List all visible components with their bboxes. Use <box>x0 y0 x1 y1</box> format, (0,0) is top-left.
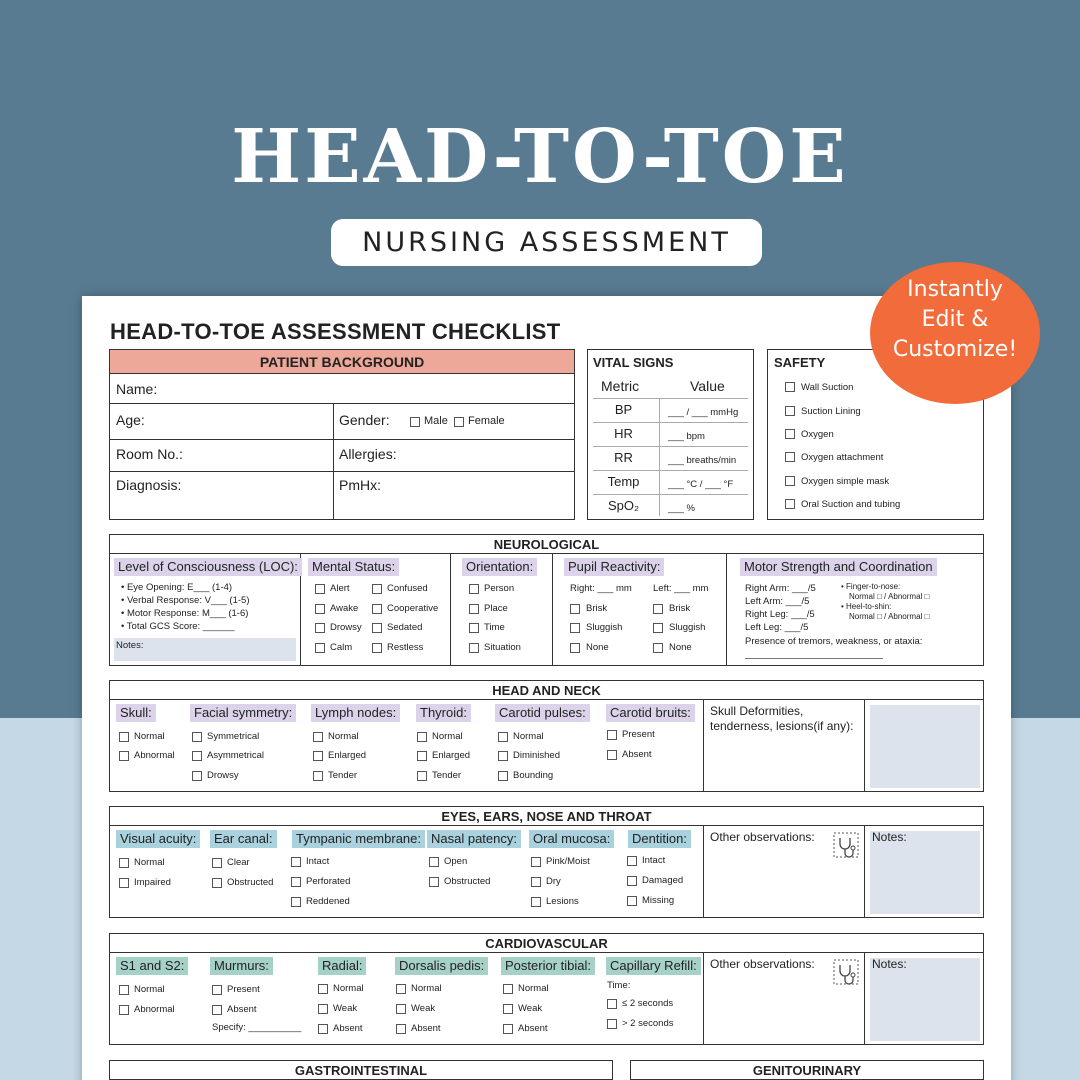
oral-option: Dry <box>546 876 561 887</box>
eent-header: EYES, EARS, NOSE AND THROAT <box>110 807 983 826</box>
visual-option: Normal <box>134 857 165 868</box>
vital-signs-section <box>587 349 754 520</box>
s1-s2-label: S1 and S2: <box>116 957 188 975</box>
mental-checkbox[interactable] <box>315 584 325 594</box>
dorsalis-option: Weak <box>411 1003 436 1014</box>
capillary-refill-label: Capillary Refill: <box>606 957 701 975</box>
capillary-checkbox[interactable] <box>607 999 617 1009</box>
safety-item: Oxygen simple mask <box>801 476 890 487</box>
badge-line: Instantly <box>907 277 1003 302</box>
loc-item: • Verbal Response: V___ (1-5) <box>121 595 250 606</box>
dentition-option: Intact <box>642 855 666 866</box>
genitourinary-section <box>630 1060 984 1080</box>
motor-field[interactable]: Left Arm: ___/5 <box>745 596 810 607</box>
vital-value[interactable]: ___ % <box>668 503 695 514</box>
dentition-option: Missing <box>642 895 675 906</box>
safety-item: Suction Lining <box>801 406 861 417</box>
dentition-checkbox[interactable] <box>627 876 637 886</box>
tremors-field[interactable] <box>745 658 883 659</box>
head-and-neck-section <box>109 680 984 792</box>
radial-label: Radial: <box>318 957 366 975</box>
mental-status-label: Mental Status: <box>308 558 399 576</box>
safety-item: Oxygen <box>801 429 834 440</box>
badge-line: Customize! <box>892 337 1018 362</box>
carotid-bruit-option: Absent <box>622 749 652 760</box>
hero-subtitle: NURSING ASSESSMENT <box>331 219 762 266</box>
cardiovascular-header: CARDIOVASCULAR <box>110 934 983 953</box>
ear-checkbox[interactable] <box>212 858 222 868</box>
skull-option: Abnormal <box>134 750 175 761</box>
lymph-checkbox[interactable] <box>313 771 323 781</box>
ear-checkbox[interactable] <box>212 878 222 888</box>
murmur-option: Present <box>227 984 260 995</box>
oral-option: Lesions <box>546 896 579 907</box>
head-and-neck-header: HEAD AND NECK <box>110 681 983 700</box>
capillary-option: > 2 seconds <box>622 1018 674 1029</box>
lymph-option: Tender <box>328 770 358 781</box>
murmurs-label: Murmurs: <box>210 957 273 975</box>
skull-checkbox[interactable] <box>119 751 129 761</box>
tympanic-checkbox[interactable] <box>291 877 301 887</box>
safety-checkbox[interactable] <box>785 382 795 392</box>
pupil-option: Brisk <box>586 603 608 614</box>
vital-value[interactable]: ___ °C / ___ °F <box>668 479 734 490</box>
dorsalis-option: Absent <box>411 1023 441 1034</box>
tympanic-checkbox[interactable] <box>291 857 301 867</box>
dorsalis-pedis-label: Dorsalis pedis: <box>395 957 488 975</box>
male-checkbox[interactable] <box>410 417 420 427</box>
safety-checkbox[interactable] <box>785 476 795 486</box>
facial-option: Asymmetrical <box>207 750 265 761</box>
allergies-field[interactable]: Allergies: <box>339 446 397 462</box>
tibial-checkbox[interactable] <box>503 984 513 994</box>
assessment-sheet <box>82 296 1011 1080</box>
orientation-checkbox[interactable] <box>469 604 479 614</box>
orientation-checkbox[interactable] <box>469 643 479 653</box>
thyroid-label: Thyroid: <box>416 704 471 722</box>
pupil-checkbox[interactable] <box>570 604 580 614</box>
stethoscope-icon <box>832 831 860 859</box>
tympanic-option: Reddened <box>306 896 350 907</box>
eent-other-observations-label: Other observations: <box>710 830 815 844</box>
carotid-pulse-checkbox[interactable] <box>498 751 508 761</box>
lymph-checkbox[interactable] <box>313 751 323 761</box>
ear-canal-label: Ear canal: <box>210 830 277 848</box>
pupil-right-field[interactable]: Right: ___ mm <box>570 583 632 594</box>
orientation-option: Place <box>484 603 508 614</box>
orientation-checkbox[interactable] <box>469 623 479 633</box>
skull-label: Skull: <box>116 704 156 722</box>
skull-option: Normal <box>134 731 165 742</box>
carotid-bruit-option: Present <box>622 729 655 740</box>
facial-symmetry-label: Facial symmetry: <box>190 704 296 722</box>
safety-checkbox[interactable] <box>785 499 795 509</box>
female-checkbox[interactable] <box>454 417 464 427</box>
dorsalis-checkbox[interactable] <box>396 984 406 994</box>
oral-mucosa-label: Oral mucosa: <box>529 830 614 848</box>
visual-option: Impaired <box>134 877 171 888</box>
carotid-pulse-checkbox[interactable] <box>498 732 508 742</box>
safety-item: Oxygen attachment <box>801 452 884 463</box>
mental-option: Calm <box>330 642 353 653</box>
tibial-checkbox[interactable] <box>503 1004 513 1014</box>
motor-strength-label: Motor Strength and Coordination <box>740 558 937 576</box>
pupil-option: None <box>669 642 692 653</box>
tympanic-membrane-label: Tympanic membrane: <box>292 830 425 848</box>
safety-header: SAFETY <box>774 355 826 370</box>
visual-acuity-label: Visual acuity: <box>116 830 200 848</box>
heel-to-shin-options[interactable]: Normal □ / Abnormal □ <box>849 612 930 621</box>
cardio-notes-label: Notes: <box>872 957 907 971</box>
tibial-checkbox[interactable] <box>503 1024 513 1034</box>
eent-notes-label: Notes: <box>872 830 907 844</box>
mental-option: Awake <box>330 603 359 614</box>
finger-to-nose-options[interactable]: Normal □ / Abnormal □ <box>849 592 930 601</box>
headneck-notes-field[interactable] <box>870 705 980 788</box>
safety-checkbox[interactable] <box>785 452 795 462</box>
finger-to-nose-label: Finger-to-nose: <box>846 582 901 591</box>
loc-item: • Motor Response: M___ (1-6) <box>121 608 249 619</box>
posterior-tibial-label: Posterior tibial: <box>501 957 595 975</box>
hero-title: HEAD-TO-TOE <box>231 114 849 200</box>
motor-field[interactable]: Right Arm: ___/5 <box>745 583 816 594</box>
skull-checkbox[interactable] <box>119 732 129 742</box>
gastrointestinal-section <box>109 1060 613 1080</box>
mental-option: Drowsy <box>330 622 362 633</box>
female-label: Female <box>468 415 505 427</box>
mental-checkbox[interactable] <box>315 623 325 633</box>
diagnosis-field[interactable]: Diagnosis: <box>116 477 182 493</box>
vital-signs-header: VITAL SIGNS <box>593 355 674 370</box>
pupil-option: Sluggish <box>669 622 706 633</box>
motor-field[interactable]: Left Leg: ___/5 <box>745 622 809 633</box>
dentition-label: Dentition: <box>628 830 691 848</box>
nasal-patency-label: Nasal patency: <box>427 830 521 848</box>
radial-checkbox[interactable] <box>318 984 328 994</box>
cardiovascular-section <box>109 933 984 1045</box>
thyroid-option: Tender <box>432 770 462 781</box>
vital-metric: Temp <box>607 474 640 489</box>
dentition-checkbox[interactable] <box>627 896 637 906</box>
oral-option: Pink/Moist <box>546 856 590 867</box>
mental-checkbox[interactable] <box>372 584 382 594</box>
ear-option: Clear <box>227 857 250 868</box>
carotid-pulse-option: Diminished <box>513 750 560 761</box>
carotid-bruit-checkbox[interactable] <box>607 750 617 760</box>
ear-option: Obstructed <box>227 877 274 888</box>
radial-checkbox[interactable] <box>318 1024 328 1034</box>
facial-option: Symmetrical <box>207 731 260 742</box>
visual-checkbox[interactable] <box>119 878 129 888</box>
heel-to-shin-label: Heel-to-shin: <box>846 602 892 611</box>
dentition-checkbox[interactable] <box>627 856 637 866</box>
vital-value[interactable]: ___ / ___ mmHg <box>668 407 739 418</box>
gastrointestinal-header: GASTROINTESTINAL <box>110 1061 612 1080</box>
carotid-pulses-label: Carotid pulses: <box>495 704 590 722</box>
nasal-checkbox[interactable] <box>429 857 439 867</box>
murmur-specify-field[interactable]: Specify: __________ <box>212 1022 302 1033</box>
mental-option: Restless <box>387 642 424 653</box>
safety-checkbox[interactable] <box>785 429 795 439</box>
thyroid-option: Enlarged <box>432 750 471 761</box>
dorsalis-checkbox[interactable] <box>396 1024 406 1034</box>
sheet-title: HEAD-TO-TOE ASSESSMENT CHECKLIST <box>110 319 561 344</box>
dorsalis-checkbox[interactable] <box>396 1004 406 1014</box>
facial-checkbox[interactable] <box>192 751 202 761</box>
carotid-pulse-option: Normal <box>513 731 544 742</box>
value-column-header: Value <box>690 378 725 394</box>
customize-badge <box>870 262 1040 404</box>
orientation-option: Situation <box>484 642 521 653</box>
vital-metric: BP <box>614 402 633 417</box>
neurological-header: NEUROLOGICAL <box>110 535 983 554</box>
safety-item: Wall Suction <box>801 382 854 393</box>
pupil-option: Brisk <box>669 603 691 614</box>
metric-column-header: Metric <box>601 378 640 394</box>
capillary-option: ≤ 2 seconds <box>622 998 674 1009</box>
genitourinary-header: GENITOURINARY <box>631 1061 983 1080</box>
mental-option: Cooperative <box>387 603 439 614</box>
mental-option: Sedated <box>387 622 423 633</box>
mental-checkbox[interactable] <box>372 604 382 614</box>
tympanic-option: Perforated <box>306 876 351 887</box>
cardio-other-observations-label: Other observations: <box>710 957 815 971</box>
skull-deformities-label: Skull Deformities, tenderness, lesions(if any): <box>710 704 854 733</box>
facial-checkbox[interactable] <box>192 771 202 781</box>
safety-checkbox[interactable] <box>785 406 795 416</box>
pupil-option: None <box>586 642 609 653</box>
lymph-option: Enlarged <box>328 750 367 761</box>
patient-background-header: PATIENT BACKGROUND <box>110 350 574 374</box>
badge-line: Edit & <box>921 307 989 332</box>
facial-option: Drowsy <box>207 770 239 781</box>
eent-section <box>109 806 984 918</box>
pupil-left-field[interactable]: Left: ___ mm <box>653 583 709 594</box>
lymph-nodes-label: Lymph nodes: <box>311 704 400 722</box>
tibial-option: Normal <box>518 983 549 994</box>
pupil-option: Sluggish <box>586 622 623 633</box>
pmhx-field[interactable]: PmHx: <box>339 477 381 493</box>
patient-background-section <box>109 349 575 520</box>
mental-option: Confused <box>387 583 428 594</box>
dentition-option: Damaged <box>642 875 684 886</box>
murmur-checkbox[interactable] <box>212 985 222 995</box>
coordination-tests: • Finger-to-nose: Normal □ / Abnormal □ • Heel-to-shin: Normal □ / Abnormal □ <box>841 582 930 621</box>
thyroid-checkbox[interactable] <box>417 771 427 781</box>
thyroid-option: Normal <box>432 731 463 742</box>
nasal-checkbox[interactable] <box>429 877 439 887</box>
loc-item: • Eye Opening: E___ (1-4) <box>121 582 233 593</box>
vital-metric: HR <box>614 426 633 441</box>
pupil-checkbox[interactable] <box>653 623 663 633</box>
lymph-checkbox[interactable] <box>313 732 323 742</box>
motor-field[interactable]: Right Leg: ___/5 <box>745 609 815 620</box>
pupil-checkbox[interactable] <box>653 643 663 653</box>
radial-checkbox[interactable] <box>318 1004 328 1014</box>
stethoscope-icon <box>832 958 860 986</box>
s1s2-option: Normal <box>134 984 165 995</box>
orientation-label: Orientation: <box>462 558 537 576</box>
s1s2-checkbox[interactable] <box>119 1005 129 1015</box>
room-field[interactable]: Room No.: <box>116 446 183 462</box>
mental-checkbox[interactable] <box>372 643 382 653</box>
oral-checkbox[interactable] <box>531 877 541 887</box>
gender-label: Gender: <box>339 412 390 428</box>
tympanic-option: Intact <box>306 856 330 867</box>
s1s2-option: Abnormal <box>134 1004 175 1015</box>
thyroid-checkbox[interactable] <box>417 732 427 742</box>
tympanic-checkbox[interactable] <box>291 897 301 907</box>
pupil-checkbox[interactable] <box>570 643 580 653</box>
oral-checkbox[interactable] <box>531 857 541 867</box>
carotid-pulse-checkbox[interactable] <box>498 771 508 781</box>
age-field[interactable]: Age: <box>116 412 145 428</box>
vital-value[interactable]: ___ breaths/min <box>668 455 737 466</box>
capillary-checkbox[interactable] <box>607 1019 617 1029</box>
pupil-checkbox[interactable] <box>653 604 663 614</box>
radial-option: Absent <box>333 1023 363 1034</box>
neurological-section <box>109 534 984 666</box>
mental-option: Alert <box>330 583 350 594</box>
oral-checkbox[interactable] <box>531 897 541 907</box>
carotid-pulse-option: Bounding <box>513 770 554 781</box>
mental-checkbox[interactable] <box>315 643 325 653</box>
vital-metric: RR <box>614 450 633 465</box>
orientation-option: Person <box>484 583 515 594</box>
mental-checkbox[interactable] <box>315 604 325 614</box>
pupil-reactivity-label: Pupil Reactivity: <box>564 558 664 576</box>
pupil-checkbox[interactable] <box>570 623 580 633</box>
loc-label: Level of Consciousness (LOC): <box>114 558 302 576</box>
orientation-checkbox[interactable] <box>469 584 479 594</box>
murmur-checkbox[interactable] <box>212 1005 222 1015</box>
radial-option: Normal <box>333 983 364 994</box>
radial-option: Weak <box>333 1003 358 1014</box>
facial-checkbox[interactable] <box>192 732 202 742</box>
name-field[interactable]: Name: <box>116 381 158 397</box>
carotid-bruit-checkbox[interactable] <box>607 730 617 740</box>
vital-value[interactable]: ___ bpm <box>668 431 705 442</box>
vital-metric: SpO₂ <box>607 498 640 513</box>
mental-checkbox[interactable] <box>372 623 382 633</box>
loc-notes-field[interactable]: Notes: <box>114 638 296 661</box>
capillary-time-label: Time: <box>607 980 631 991</box>
loc-item: • Total GCS Score: ______ <box>121 621 235 632</box>
thyroid-checkbox[interactable] <box>417 751 427 761</box>
dorsalis-option: Normal <box>411 983 442 994</box>
lymph-option: Normal <box>328 731 359 742</box>
visual-checkbox[interactable] <box>119 858 129 868</box>
male-label: Male <box>424 415 448 427</box>
nasal-option: Open <box>444 856 468 867</box>
tibial-option: Weak <box>518 1003 543 1014</box>
tibial-option: Absent <box>518 1023 548 1034</box>
tremors-label: Presence of tremors, weakness, or ataxia: <box>745 636 923 647</box>
nasal-option: Obstructed <box>444 876 491 887</box>
murmur-option: Absent <box>227 1004 257 1015</box>
orientation-option: Time <box>484 622 505 633</box>
s1s2-checkbox[interactable] <box>119 985 129 995</box>
safety-item: Oral Suction and tubing <box>801 499 901 510</box>
carotid-bruits-label: Carotid bruits: <box>606 704 695 722</box>
